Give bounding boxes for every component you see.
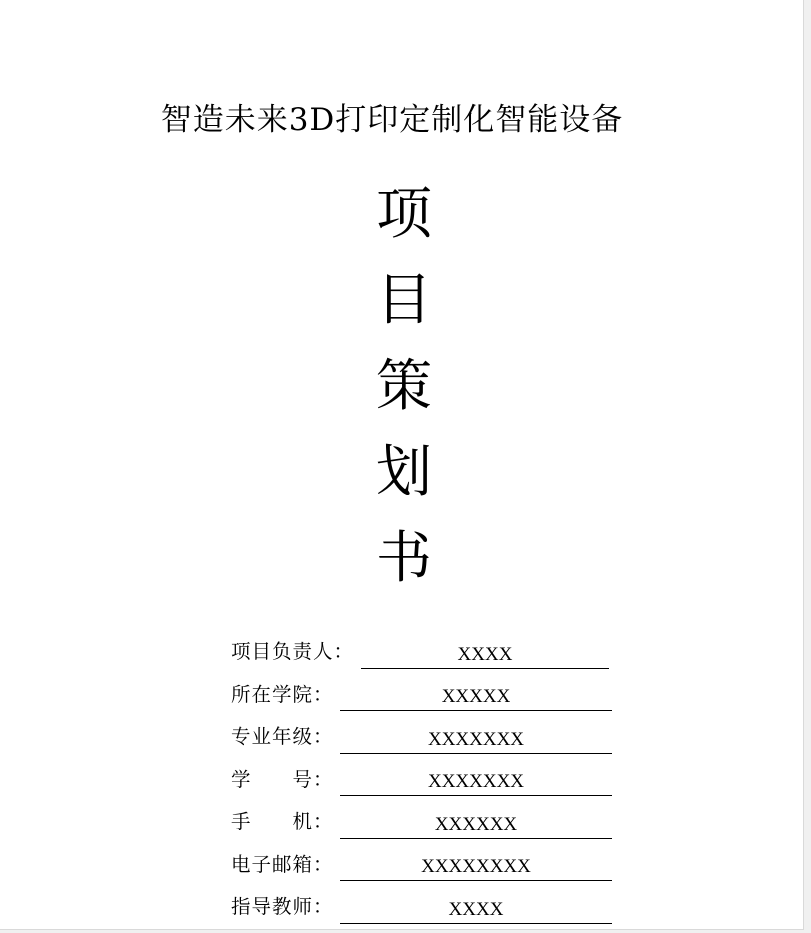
title-char: 项 <box>376 182 432 247</box>
document-title <box>344 172 464 602</box>
field-label: 项目负责人： <box>231 640 355 663</box>
title-char: 目 <box>376 268 432 333</box>
field-phone <box>231 806 616 849</box>
field-value[interactable]: XXXXXXX <box>340 769 612 796</box>
project-subtitle: 智造未来3D打印定制化智能设备 <box>160 102 624 138</box>
info-form <box>231 636 616 933</box>
field-label: 电子邮箱： <box>231 852 334 876</box>
title-char: 策 <box>376 354 432 419</box>
field-value[interactable]: XXXXXXXX <box>340 854 612 881</box>
field-student-id <box>231 764 616 807</box>
field-value[interactable]: XXXX <box>361 642 609 669</box>
field-label: 指导教师： <box>231 895 334 918</box>
field-label: 专业年级： <box>231 725 334 748</box>
field-label: 所在学院： <box>231 682 334 706</box>
field-value[interactable]: XXXXX <box>340 684 612 711</box>
field-college <box>231 679 616 722</box>
field-advisor <box>231 891 616 933</box>
field-major-grade <box>231 721 616 764</box>
field-email <box>231 849 616 892</box>
field-value[interactable]: XXXXXXX <box>340 727 612 754</box>
field-label: 手 机： <box>231 810 334 833</box>
title-char: 书 <box>376 526 432 591</box>
field-label: 学 号： <box>231 767 334 791</box>
field-value[interactable]: XXXXXX <box>340 812 612 839</box>
title-char: 划 <box>376 440 432 505</box>
field-value[interactable]: XXXX <box>340 897 612 924</box>
field-project-leader <box>231 636 616 679</box>
